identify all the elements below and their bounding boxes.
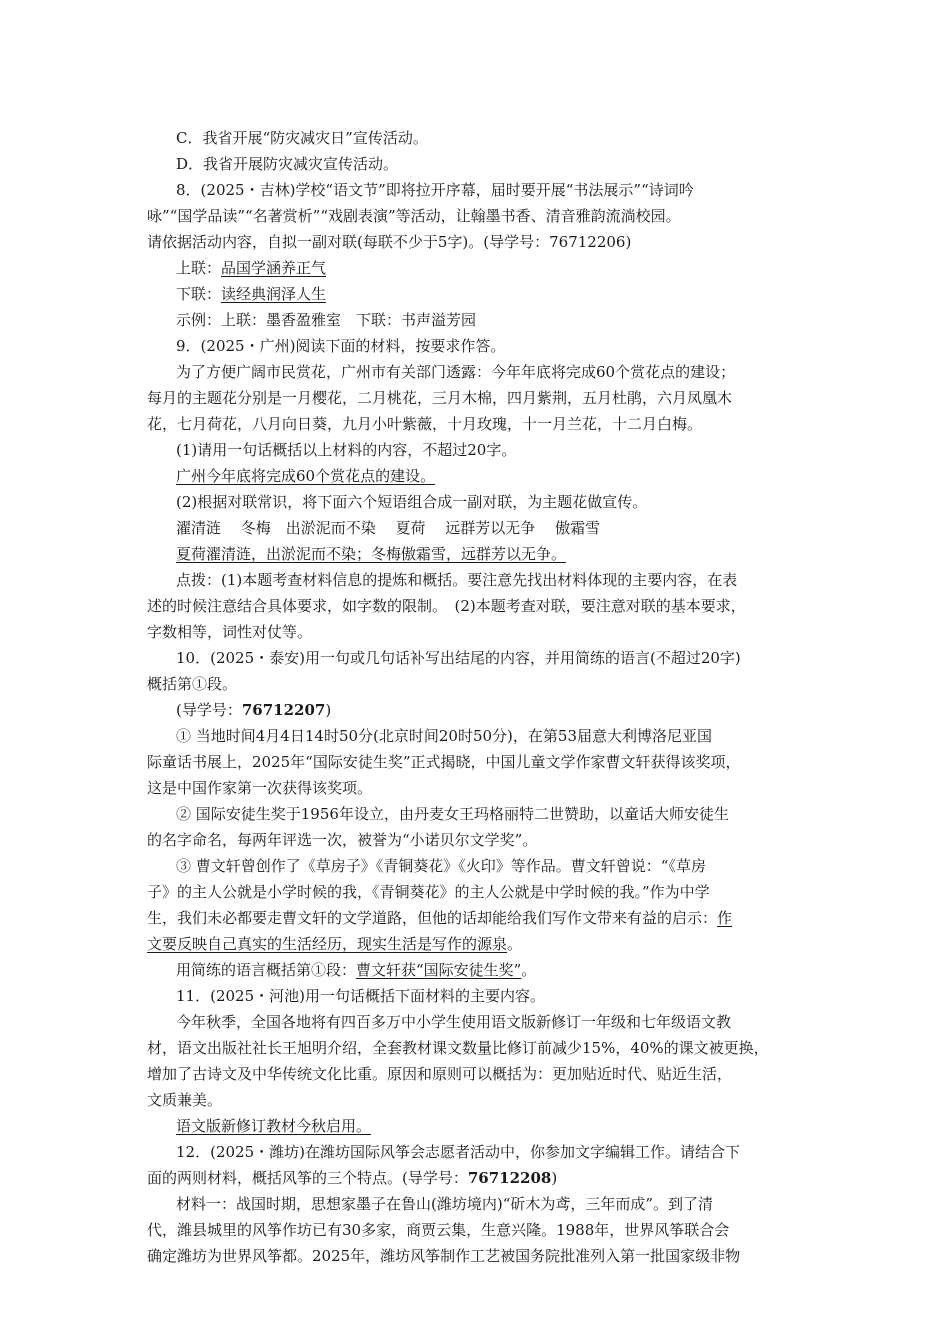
material-1-line-2: 代，潍县城里的风筝作坊已有30多家，商贾云集，生意兴隆。1988年，世界风筝联合会 bbox=[147, 1221, 730, 1239]
passage-p2-line-1: ② 国际安徒生奖于1956年设立，由丹麦女王玛格丽特二世赞助，以童话大师安徒生 bbox=[176, 805, 729, 823]
passage-p2-line-2: 的名字命名，每两年评选一次，被誉为“小诺贝尔文学奖”。 bbox=[147, 831, 538, 849]
couplet-upper-label: 上联： bbox=[176, 259, 222, 277]
question-9-material-3: 花，七月荷花，八月向日葵，九月小叶紫薇，十月玫瑰，十一月兰花，十二月白梅。 bbox=[147, 415, 703, 433]
question-9-material-2: 每月的主题花分别是一月樱花，二月桃花，三月木棉，四月紫荆，五月杜鹃，六月凤凰木 bbox=[147, 389, 733, 407]
material-1-line-3: 确定潍坊为世界风筝都。2025年，潍坊风筝制作工艺被国务院批准列入第一批国家级非物 bbox=[147, 1247, 741, 1265]
couplet-lower-answer: 读经典润泽人生 bbox=[221, 285, 327, 303]
passage-p1-line-2: 际童话书展上，2025年“国际安徒生奖”正式揭晓，中国儿童文学作家曹文轩获得该奖项， bbox=[147, 753, 741, 771]
passage-p1-line-1: ① 当地时间4月4日14时50分(北京时间20时50分)，在第53届意大利博洛尼亚国 bbox=[176, 727, 712, 745]
option-d: D．我省开展防灾减灾宣传活动。 bbox=[176, 155, 399, 173]
passage-p1-line-3: 这是中国作家第一次获得该奖项。 bbox=[147, 779, 373, 797]
question-12-line-2: 面的两则材料，概括风筝的三个特点。(导学号：76712208) bbox=[147, 1169, 558, 1187]
question-10-summary-answer: 曹文轩获“国际安徒生奖” bbox=[356, 961, 522, 979]
hint-line-3: 字数相等，词性对仗等。 bbox=[147, 623, 313, 641]
question-9-answer-2: 夏荷濯清涟，出淤泥而不染；冬梅傲霜雪，远群芳以无争。 bbox=[176, 545, 567, 563]
question-10-summary: 用简练的语言概括第①段：曹文轩获“国际安徒生奖”。 bbox=[176, 961, 537, 979]
couplet-lower-label: 下联： bbox=[176, 285, 222, 303]
couplet-upper-answer: 品国学涵养正气 bbox=[221, 259, 327, 277]
hint-line-2: 述的时候注意结合具体要求，如字数的限制。 (2)本题考查对联，要注意对联的基本要求， bbox=[147, 597, 746, 615]
hint-line-1: 点拨：(1)本题考查材料信息的提炼和概括。要注意先找出材料体现的主要内容，在表 bbox=[176, 571, 738, 589]
question-11-material-3: 增加了古诗文及中华传统文化比重。原因和原则可以概括为：更加贴近时代、贴近生活， bbox=[147, 1065, 733, 1083]
material-1-line-1: 材料一：战国时期，思想家墨子在鲁山(潍坊境内)“斫木为鸢，三年而成”。到了清 bbox=[176, 1195, 714, 1213]
question-9-phrases: 濯清涟 冬梅 出淤泥而不染 夏荷 远群芳以无争 傲霜雪 bbox=[176, 519, 601, 537]
question-12-line-1: 12．(2025・潍坊)在潍坊国际风筝会志愿者活动中，你参加文字编辑工作。请结合下 bbox=[176, 1143, 740, 1161]
passage-p3-line-2: 子》的主人公就是小学时候的我，《青铜葵花》的主人公就是中学时候的我。”作为中学 bbox=[147, 883, 710, 901]
question-11-title: 11．(2025・河池)用一句话概括下面材料的主要内容。 bbox=[176, 987, 545, 1005]
couplet-lower bbox=[176, 284, 326, 304]
passage-p3-line-3: 生，我们未必都要走曹文轩的文学道路，但他的话却能给我们写作文带来有益的启示：作 bbox=[147, 909, 733, 927]
question-8-line-3: 请依据活动内容，自拟一副对联(每联不少于5字)。(导学号：76712206) bbox=[147, 233, 632, 251]
question-11-material-1: 今年秋季，全国各地将有四百多万中小学生使用语文版新修订一年级和七年级语文教 bbox=[176, 1013, 732, 1031]
couplet-upper bbox=[176, 258, 326, 278]
question-11-material-2: 材，语文出版社社长王旭明介绍，全套教材课文数量比修订前减少15%，40%的课文被更换， bbox=[147, 1039, 769, 1057]
question-11-material-4: 文质兼美。 bbox=[147, 1091, 223, 1109]
passage-answer-start: 作 bbox=[717, 909, 733, 927]
passage-answer-end: 文要反映自己真实的生活经历，现实生活是写作的源泉 bbox=[147, 935, 508, 953]
passage-p3-line-4: 文要反映自己真实的生活经历，现实生活是写作的源泉。 bbox=[147, 935, 523, 953]
question-9-sub-1: (1)请用一句话概括以上材料的内容，不超过20字。 bbox=[176, 441, 517, 459]
option-c: C．我省开展“防灾减灾日”宣传活动。 bbox=[176, 129, 428, 147]
question-8-line-1: 8．(2025・吉林)学校“语文节”即将拉开序幕，届时要开展“书法展示”“诗词吟 bbox=[176, 181, 694, 199]
question-9-material-1: 为了方便广阔市民赏花，广州市有关部门透露：今年年底将完成60个赏花点的建设； bbox=[176, 363, 736, 381]
question-8-line-2: 咏”“国学品读”“名著赏析”“戏剧表演”等活动，让翰墨书香、清音雅韵流淌校园。 bbox=[147, 207, 681, 225]
couplet-example: 示例：上联：墨香盈雅室 下联：书声溢芳园 bbox=[176, 311, 477, 329]
guide-number-10: (导学号：76712207) bbox=[176, 701, 332, 719]
question-10-line-1: 10．(2025・泰安)用一句或几句话补写出结尾的内容，并用简练的语言(不超过20字) bbox=[176, 649, 741, 667]
question-9-sub-2: (2)根据对联常识，将下面六个短语组合成一副对联，为主题花做宣传。 bbox=[176, 493, 648, 511]
question-9-title: 9．(2025・广州)阅读下面的材料，按要求作答。 bbox=[176, 337, 506, 355]
question-11-answer: 语文版新修订教材今秋启用。 bbox=[176, 1117, 372, 1135]
question-9-answer-1: 广州今年底将完成60个赏花点的建设。 bbox=[176, 467, 436, 485]
question-10-line-2: 概括第①段。 bbox=[147, 675, 238, 693]
passage-p3-line-1: ③ 曹文轩曾创作了《草房子》《青铜葵花》《火印》等作品。曹文轩曾说：“《草房 bbox=[176, 857, 706, 875]
